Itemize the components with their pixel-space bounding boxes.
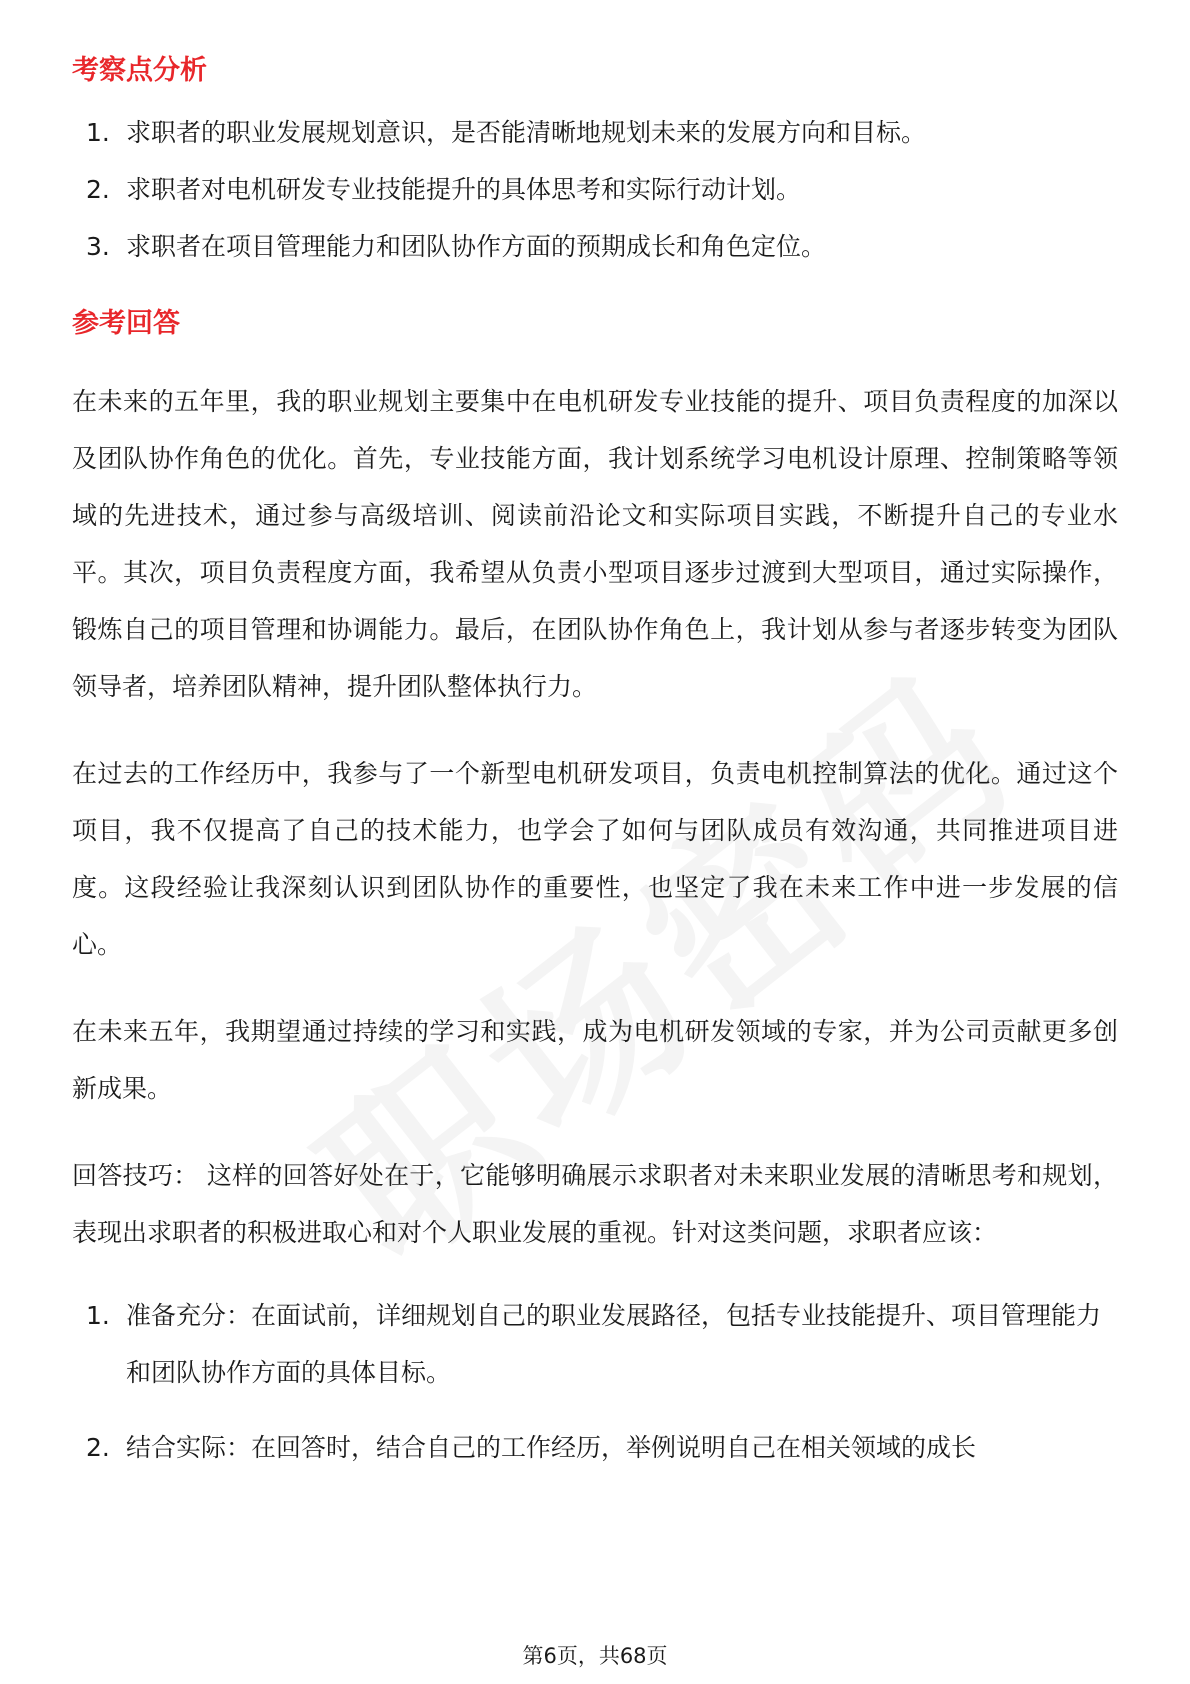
list-number: 2.: [86, 174, 110, 204]
list-item: [72, 1287, 1118, 1401]
list-item-text: 准备充分：在面试前，详细规划自己的职业发展路径，包括专业技能提升、项目管理能力和团队协作方面的具体目标。: [126, 1300, 1102, 1387]
list-number: 1.: [86, 1300, 110, 1330]
analysis-heading: 考察点分析: [72, 55, 207, 86]
answer-heading: 参考回答: [72, 307, 180, 339]
list-item: [72, 218, 1118, 275]
answer-paragraph-3: 在未来五年，我期望通过持续的学习和实践，成为电机研发领域的专家，并为公司贡献更多创新成果。: [72, 1016, 1118, 1103]
list-item-text: 求职者在项目管理能力和团队协作方面的预期成长和角色定位。: [126, 231, 827, 261]
list-item-text: 求职者的职业发展规划意识，是否能清晰地规划未来的发展方向和目标。: [126, 117, 927, 147]
answer-paragraph-1: 在未来的五年里，我的职业规划主要集中在电机研发专业技能的提升、项目负责程度的加深以及团队协作角色的优化。首先，专业技能方面，我计划系统学习电机设计原理、控制策略等领域的先进技术，通过参与高级培训、阅读前沿论文和实际项目实践，不断提升自己的专业水平。其次，项目负责程度方面，我希望从负责小型项目逐步过渡到大型项目，通过实际操作，锻炼自己的项目管理和协调能力。最后，在团队协作角色上，我计划从参与者逐步转变为团队领导者，培养团队精神，提升团队整体执行力。: [72, 386, 1118, 701]
tips-list: [72, 1287, 1118, 1476]
list-number: 3.: [86, 231, 110, 261]
list-number: 1.: [86, 117, 110, 147]
page-footer: 第6页，共68页: [522, 1644, 668, 1668]
analysis-list: [72, 104, 1118, 275]
list-item: [72, 1419, 1118, 1476]
answer-paragraph-2: 在过去的工作经历中，我参与了一个新型电机研发项目，负责电机控制算法的优化。通过这个项目，我不仅提高了自己的技术能力，也学会了如何与团队成员有效沟通，共同推进项目进度。这段经验让我深刻认识到团队协作的重要性，也坚定了我在未来工作中进一步发展的信心。: [72, 758, 1118, 959]
answer-tips-intro: 回答技巧： 这样的回答好处在于，它能够明确展示求职者对未来职业发展的清晰思考和规划，表现出求职者的积极进取心和对个人职业发展的重视。针对这类问题，求职者应该：: [72, 1160, 1118, 1247]
list-item: [72, 161, 1118, 218]
list-number: 2.: [86, 1432, 110, 1462]
list-item: [72, 104, 1118, 161]
list-item-text: 求职者对电机研发专业技能提升的具体思考和实际行动计划。: [126, 174, 802, 204]
document-page: [72, 48, 1118, 1494]
list-item-text: 结合实际：在回答时，结合自己的工作经历，举例说明自己在相关领域的成长: [126, 1432, 977, 1462]
